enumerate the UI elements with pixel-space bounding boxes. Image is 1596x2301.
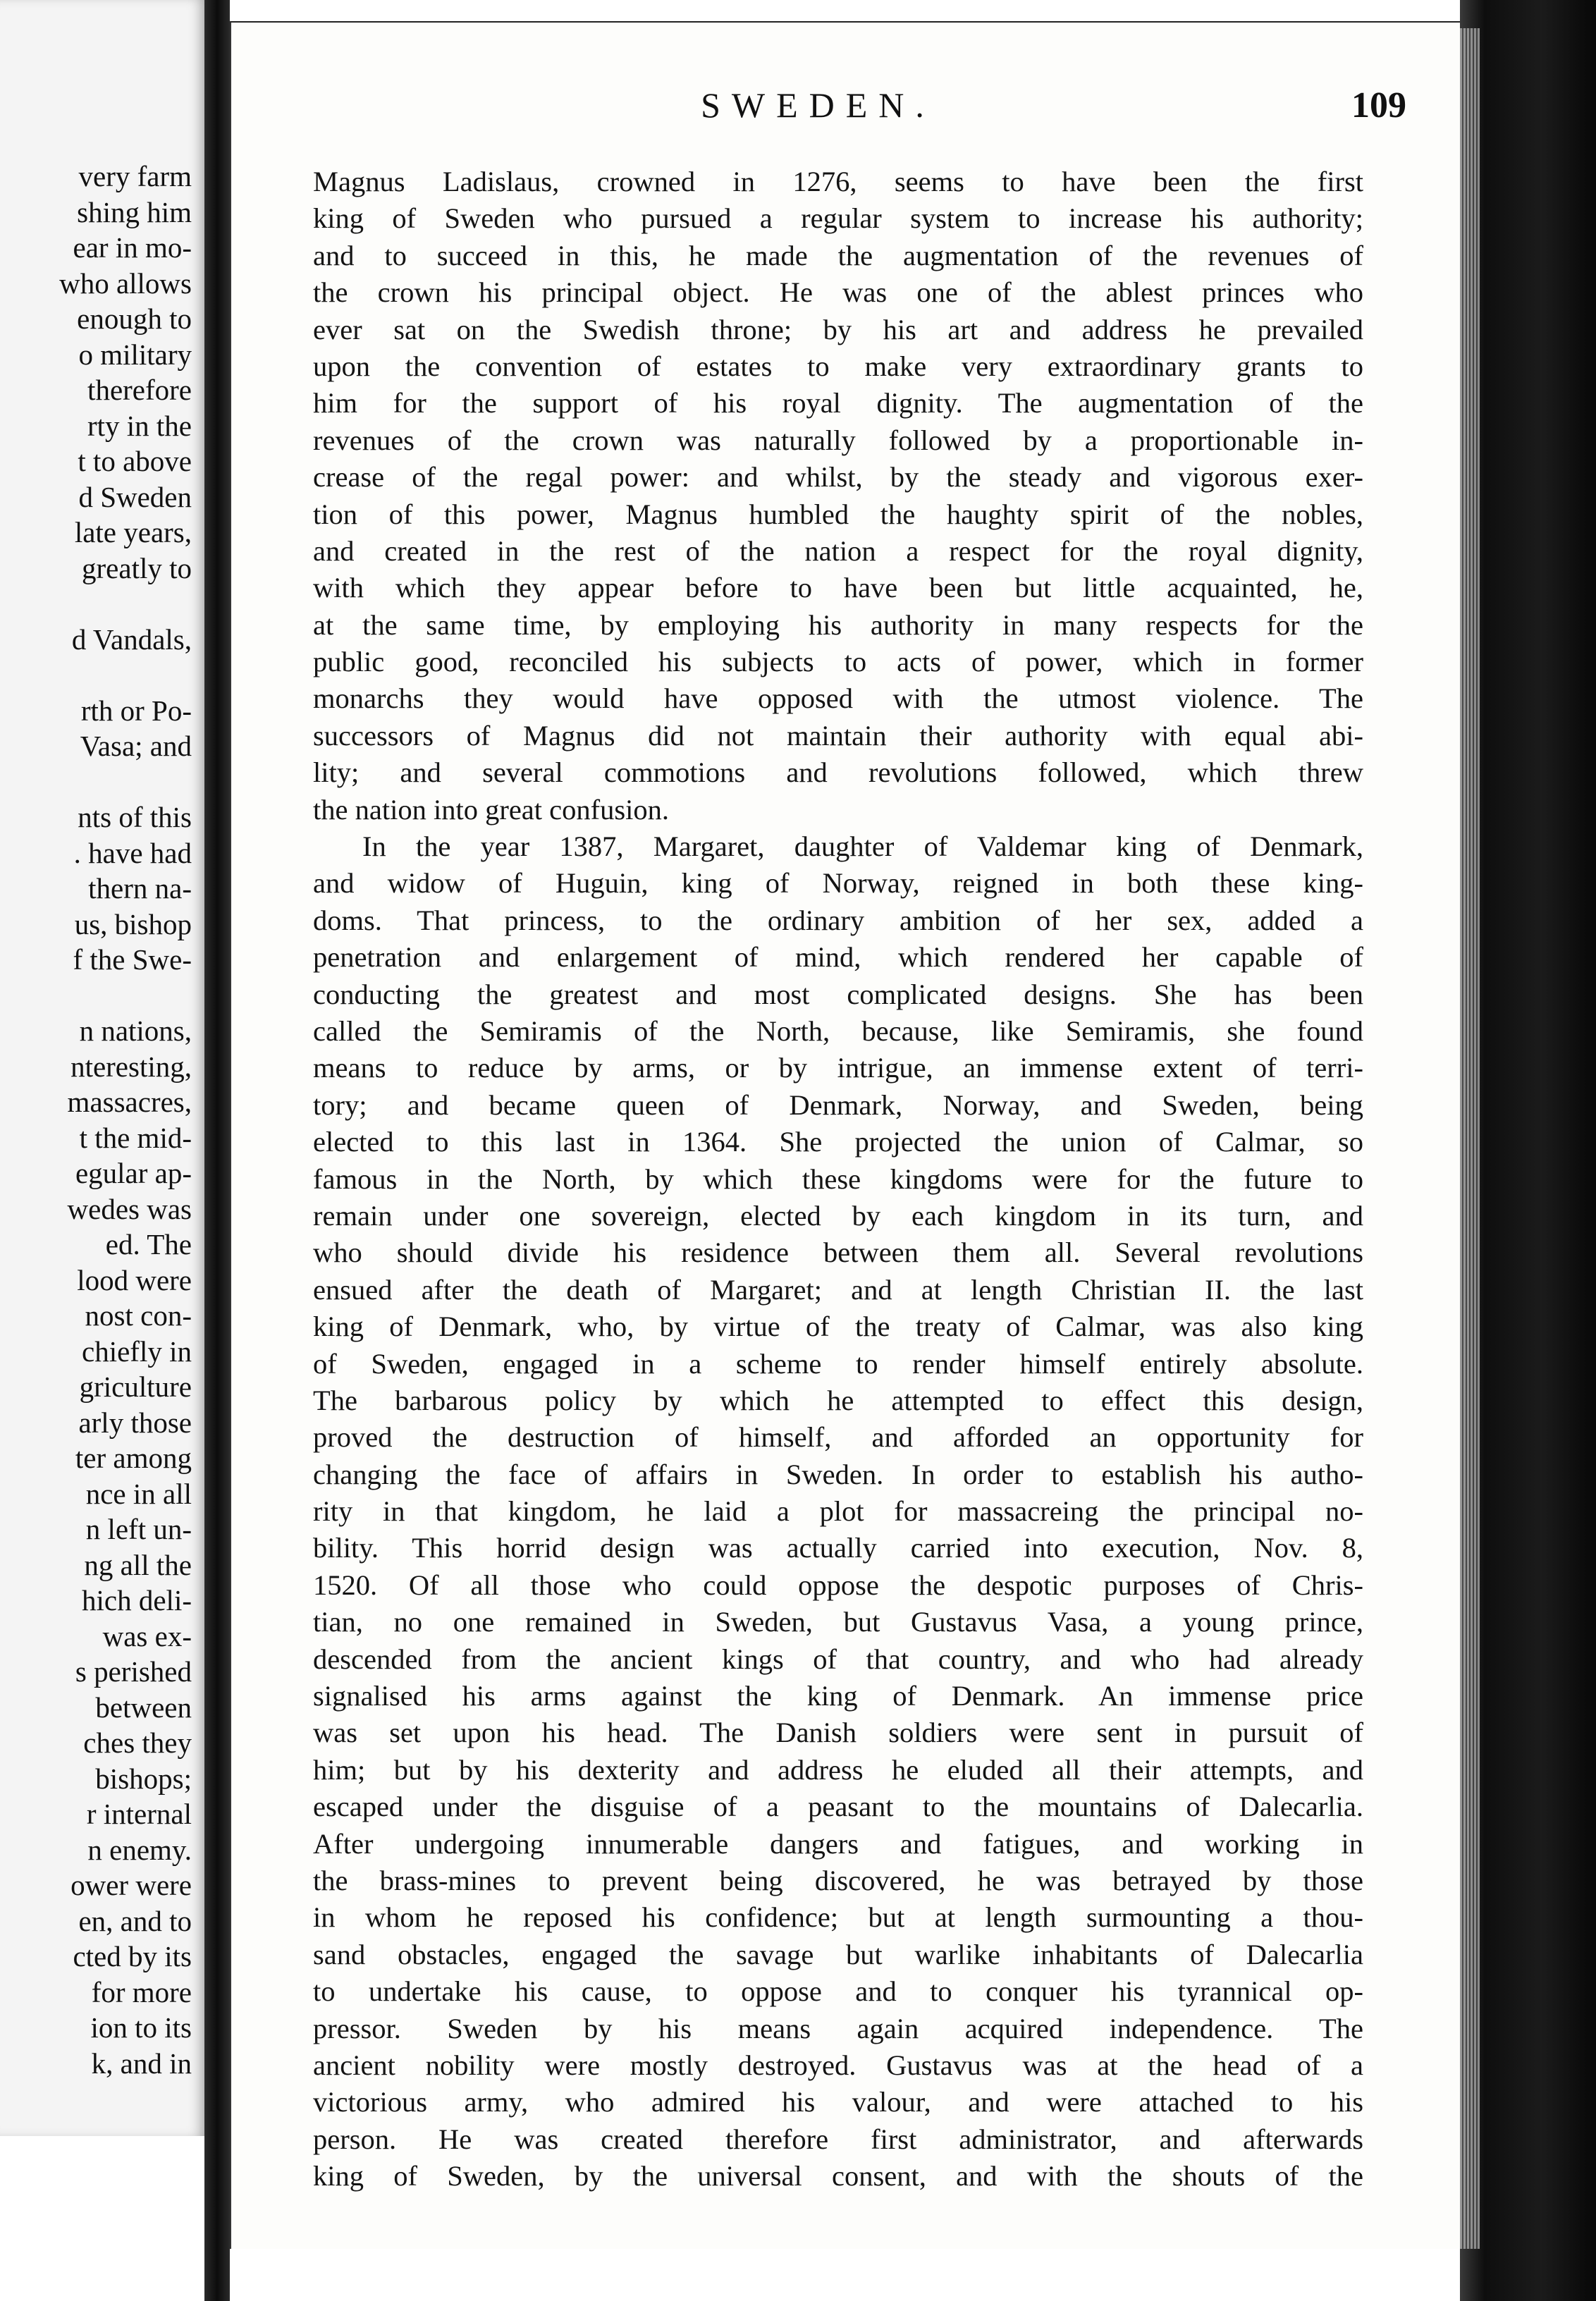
- left-page-line: very farm: [78, 160, 192, 192]
- left-page-line: enough to: [77, 302, 192, 335]
- left-page-line: nost con-: [85, 1299, 192, 1332]
- text-line: penetration and enlargement of mind, which rendered her capable of: [313, 941, 1363, 974]
- left-page-line: f the Swe-: [73, 943, 192, 976]
- text-line: doms. That princess, to the ordinary ambition of her sex, added a: [313, 904, 1363, 936]
- paragraph: [313, 164, 1363, 828]
- text-line: descended from the ancient kings of that country, and who had already: [313, 1643, 1363, 1675]
- left-page-line: o military: [78, 338, 192, 371]
- main-page: [230, 21, 1461, 2250]
- left-page-line: nts of this: [78, 801, 192, 833]
- left-page-line: Vasa; and: [80, 730, 192, 762]
- text-line: was set upon his head. The Danish soldiers were sent in pursuit of: [313, 1717, 1363, 1749]
- text-line: king of Sweden, by the universal consent, and with the shouts of the: [313, 2160, 1363, 2192]
- page-bottom-margin: [230, 2249, 1460, 2301]
- left-page-line: massacres,: [67, 1086, 192, 1118]
- left-page-line: chiefly in: [82, 1334, 192, 1368]
- paragraph: [313, 828, 1363, 2195]
- left-page-line: ng all the: [84, 1548, 192, 1581]
- left-page-line: [0, 764, 192, 800]
- text-line: elected to this last in 1364. She projected the union of Calmar, so: [313, 1126, 1363, 1158]
- text-line: the brass-mines to prevent being discovered, he was betrayed by those: [313, 1864, 1363, 1896]
- text-line: king of Denmark, who, by virtue of the treaty of Calmar, was also king: [313, 1311, 1363, 1343]
- text-line: changing the face of affairs in Sweden. In order to establish his autho-: [313, 1458, 1363, 1490]
- dark-background-edge: [1460, 0, 1596, 2301]
- left-page-line: nce in all: [85, 1477, 192, 1510]
- text-line: tory; and became queen of Denmark, Norway, and Sweden, being: [313, 1088, 1363, 1121]
- left-page-line: late years,: [74, 516, 192, 548]
- left-page-line: us, bishop: [74, 907, 192, 940]
- text-line: the nation into great confusion.: [313, 793, 670, 826]
- left-page-line: greatly to: [82, 551, 192, 584]
- text-line: means to reduce by arms, or by intrigue, an immense extent of terri-: [313, 1052, 1363, 1084]
- left-page-line: wedes was: [67, 1192, 192, 1225]
- left-page-line: [0, 978, 192, 1014]
- text-line: ensued after the death of Margaret; and at length Christian II. the last: [313, 1273, 1363, 1306]
- text-line: him for the support of his royal dignity. The augmentation of the: [313, 387, 1363, 419]
- text-line: king of Sweden who pursued a regular system to increase his authority;: [313, 202, 1363, 235]
- left-page-line: shing him: [77, 195, 192, 228]
- text-line: and widow of Huguin, king of Norway, reigned in both these king-: [313, 867, 1363, 900]
- left-page-fragment: [0, 0, 207, 2136]
- left-page-line: ter among: [75, 1442, 192, 1474]
- text-line: ancient nobility were mostly destroyed. Gustavus was at the head of a: [313, 2049, 1363, 2081]
- left-page-line: d Vandals,: [71, 622, 192, 656]
- left-page-line: s perished: [75, 1655, 192, 1688]
- text-line: public good, reconciled his subjects to acts of power, which in former: [313, 646, 1363, 678]
- text-line: ever sat on the Swedish throne; by his art and address he prevailed: [313, 313, 1363, 345]
- text-line: person. He was created therefore first administrator, and afterwards: [313, 2123, 1363, 2155]
- left-page-line: therefore: [87, 374, 192, 406]
- left-page-line: egular ap-: [75, 1157, 192, 1189]
- text-line: called the Semiramis of the North, because, like Semiramis, she found: [313, 1014, 1363, 1047]
- text-line: revenues of the crown was naturally followed by a proportionable in-: [313, 424, 1363, 456]
- page-stack-edge: [1460, 28, 1480, 2249]
- left-page-line: t the mid-: [79, 1121, 192, 1154]
- text-line: and to succeed in this, he made the augmentation of the revenues of: [313, 239, 1363, 271]
- text-line: of Sweden, engaged in a scheme to render himself entirely absolute.: [313, 1347, 1363, 1380]
- left-page-line: between: [95, 1691, 192, 1724]
- text-line: and created in the rest of the nation a respect for the royal dignity,: [313, 534, 1363, 567]
- text-line: 1520. Of all those who could oppose the despotic purposes of Chris-: [313, 1569, 1363, 1601]
- left-page-line: n left un-: [85, 1513, 192, 1545]
- text-line: In the year 1387, Margaret, daughter of Valdemar king of Denmark,: [362, 830, 1363, 863]
- left-page-line: en, and to: [78, 1904, 192, 1937]
- text-line: After undergoing innumerable dangers and fatigues, and working in: [313, 1827, 1363, 1860]
- left-page-line: nteresting,: [70, 1050, 192, 1083]
- text-line: with which they appear before to have been but little acquainted, he,: [313, 572, 1363, 604]
- left-page-line: cted by its: [73, 1940, 192, 1972]
- text-line: him; but by his dexterity and address he eluded all their attempts, and: [313, 1753, 1363, 1786]
- left-page-line: thern na-: [88, 872, 192, 904]
- left-page-line: who allows: [59, 266, 192, 300]
- left-page-line: was ex-: [102, 1619, 192, 1652]
- text-line: tion of this power, Magnus humbled the haughty spirit of the nobles,: [313, 498, 1363, 530]
- left-page-line: arly those: [78, 1406, 192, 1439]
- left-page-line: ear in mo-: [73, 231, 192, 264]
- left-page-line: t to above: [78, 445, 192, 477]
- left-page-line: ches they: [83, 1726, 192, 1759]
- text-line: to undertake his cause, to oppose and to conquer his tyrannical op-: [313, 1975, 1363, 2008]
- left-page-line: rth or Po-: [80, 694, 192, 727]
- left-page-line: n nations,: [79, 1014, 192, 1047]
- text-line: victorious army, who admired his valour, and were attached to his: [313, 2086, 1363, 2118]
- left-page-line: . have had: [73, 836, 192, 869]
- left-page-line: ion to its: [90, 2011, 192, 2044]
- left-page-line: ed. The: [105, 1228, 192, 1260]
- text-line: at the same time, by employing his authority in many respects for the: [313, 608, 1363, 641]
- page-number: 109: [1351, 85, 1406, 125]
- text-line: in whom he reposed his confidence; but at length surmounting a thou-: [313, 1901, 1363, 1934]
- text-line: Magnus Ladislaus, crowned in 1276, seems to have been the first: [313, 166, 1363, 197]
- left-page-line: d Sweden: [78, 480, 192, 513]
- left-page-line: r internal: [86, 1798, 192, 1830]
- left-page-line: rty in the: [87, 409, 192, 442]
- text-line: famous in the North, by which these kingdoms were for the future to: [313, 1162, 1363, 1195]
- text-line: the crown his principal object. He was one of the ablest princes who: [313, 276, 1363, 309]
- text-line: proved the destruction of himself, and afforded an opportunity for: [313, 1421, 1363, 1454]
- text-line: sand obstacles, engaged the savage but warlike inhabitants of Dalecarlia: [313, 1938, 1363, 1970]
- text-line: bility. This horrid design was actually carried into execution, Nov. 8,: [313, 1532, 1363, 1564]
- book-gutter: [204, 0, 230, 2301]
- text-line: pressor. Sweden by his means again acquired independence. The: [313, 2012, 1363, 2044]
- left-page-line: [0, 657, 192, 693]
- left-page-text: [0, 159, 192, 2081]
- left-page-line: [0, 586, 192, 622]
- text-line: crease of the regal power: and whilst, by the steady and vigorous exer-: [313, 461, 1363, 493]
- text-line: signalised his arms against the king of Denmark. An immense price: [313, 1680, 1363, 1712]
- left-page-line: k, and in: [91, 2047, 192, 2080]
- text-line: monarchs they would have opposed with the utmost violence. The: [313, 682, 1363, 715]
- left-page-line: hich deli-: [82, 1584, 192, 1616]
- text-line: upon the convention of estates to make very extraordinary grants to: [313, 350, 1363, 382]
- text-line: escaped under the disguise of a peasant to the mountains of Dalecarlia.: [313, 1791, 1363, 1823]
- text-line: rity in that kingdom, he laid a plot for massacreing the principal no-: [313, 1495, 1363, 1528]
- page-title: SWEDEN.: [701, 85, 935, 125]
- text-line: The barbarous policy by which he attempted to effect this design,: [313, 1384, 1363, 1416]
- body-text: [313, 164, 1363, 2195]
- left-page-line: n enemy.: [87, 1833, 192, 1866]
- left-page-line: lood were: [77, 1263, 192, 1296]
- text-line: tian, no one remained in Sweden, but Gustavus Vasa, a young prince,: [313, 1606, 1363, 1638]
- text-line: who should divide his residence between them all. Several revolutions: [313, 1237, 1363, 1269]
- text-line: successors of Magnus did not maintain their authority with equal abi-: [313, 719, 1363, 751]
- left-page-line: bishops;: [95, 1762, 192, 1795]
- text-line: conducting the greatest and most complicated designs. She has been: [313, 978, 1363, 1010]
- text-line: remain under one sovereign, elected by each kingdom in its turn, and: [313, 1199, 1363, 1232]
- left-page-line: ower were: [70, 1869, 192, 1901]
- left-page-line: griculture: [79, 1370, 192, 1403]
- text-line: lity; and several commotions and revolutions followed, which threw: [313, 756, 1363, 789]
- left-page-line: for more: [91, 1975, 192, 2008]
